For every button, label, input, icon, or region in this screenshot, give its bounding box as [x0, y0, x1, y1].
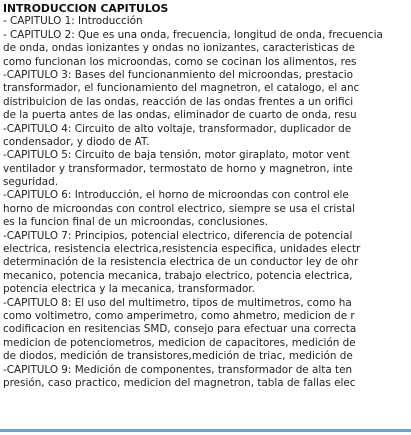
- document-body: [3, 2, 411, 390]
- document-line: - CAPITULO 2: Que es una onda, frecuencia, longitud de onda, frecuencia: [3, 28, 383, 41]
- document-line: es la funcion final de un microondas, conclusiones.: [3, 216, 269, 229]
- document-line: determinación de la resistencia electrica de un conductor ley de ohr: [3, 256, 359, 269]
- bottom-divider: [0, 429, 411, 432]
- document-line: - CAPITULO 1: Introducción: [3, 15, 143, 28]
- document-line: codificacion en resitencias SMD, consejo para efectuar una correcta: [3, 323, 357, 336]
- document-line: -CAPITULO 7: Principios, potencial electrico, diferencia de potencial: [3, 229, 353, 242]
- document-line: potencia electrica y la mecanica, transformador.: [3, 283, 255, 296]
- document-line: -CAPITULO 8: El uso del multimetro, tipos de multimetros, como ha: [3, 296, 352, 309]
- document-line: como funcionan los microondas, como se cocinan los alimentos, res: [3, 55, 357, 68]
- document-line: mecanico, potencia mecanica, trabajo electrico, potencia electrica,: [3, 269, 353, 282]
- document-line: -CAPITULO 3: Bases del funcionanmiento del microondas, prestacio: [3, 68, 354, 81]
- document-line: electrica, resistencia electrica,resistencia especifica, unidades electr: [3, 243, 361, 256]
- document-line: -CAPITULO 4: Circuito de alto voltaje, transformador, duplicador de: [3, 122, 352, 135]
- document-line: medicion de potenciometros, medicion de capacitores, medición de: [3, 336, 356, 349]
- document-line: presión, caso practico, medicion del magnetron, tabla de fallas elec: [3, 376, 356, 389]
- document-line: de diodos, medición de transistores,medición de triac, medición de: [3, 350, 353, 363]
- document-line: de onda, ondas ionizantes y ondas no ionizantes, caracteristicas de: [3, 42, 355, 55]
- document-line: seguridad.: [3, 176, 59, 189]
- document-line: como voltimetro, como amperimetro, como ahmetro, medicion de r: [3, 309, 355, 322]
- document-line: -CAPITULO 6: Introducción, el horno de microondas con control ele: [3, 189, 349, 202]
- document-line: de la puerta antes de las ondas, eliminador de cuarto de onda, resu: [3, 109, 357, 122]
- document-line: horno de microondas con control electrico, siempre se usa el cristal: [3, 202, 356, 215]
- document-line: transformador, el funcionamiento del magnetron, el catalogo, el anc: [3, 82, 360, 95]
- document-line: ventilador y transformador, termostato de horno y magnetron, inte: [3, 162, 353, 175]
- document-line: distribuicion de las ondas, reacción de las ondas frentes a un orifici: [3, 95, 354, 108]
- document-title: INTRODUCCION CAPITULOS: [3, 2, 169, 15]
- document-line: -CAPITULO 5: Circuito de baja tensión, motor giraplato, motor vent: [3, 149, 350, 162]
- document-line: -CAPITULO 9: Medición de componentes, transformador de alta ten: [3, 363, 353, 376]
- document-line: condensador, y diodo de AT.: [3, 135, 150, 148]
